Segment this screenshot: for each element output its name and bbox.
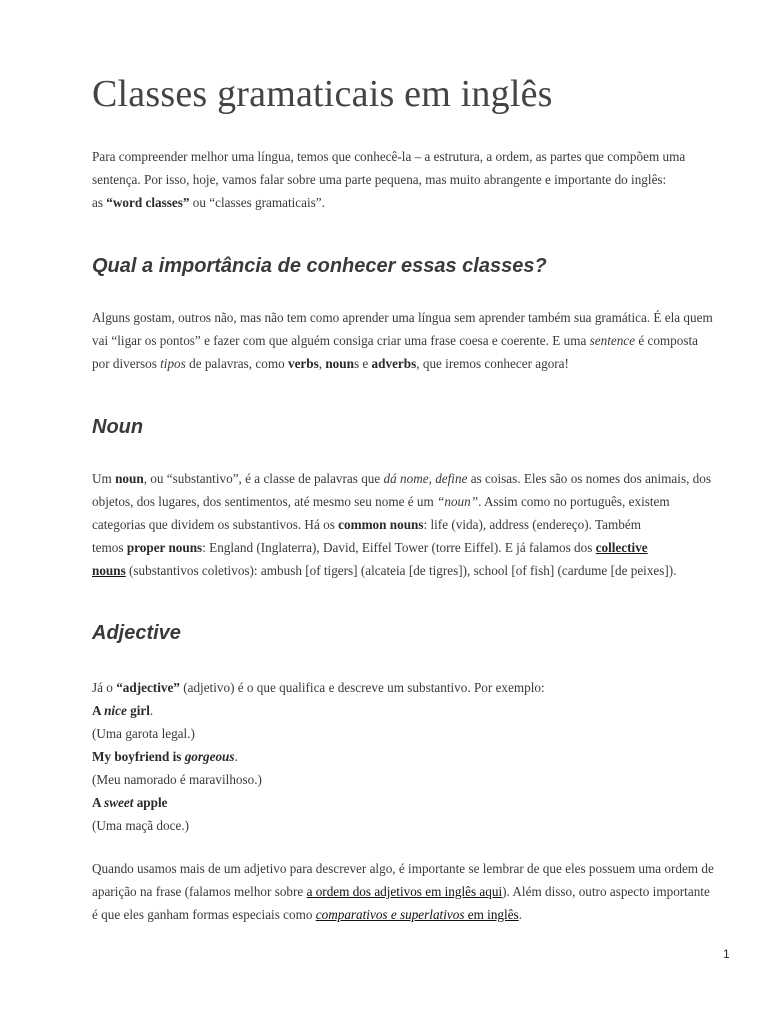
italic-text: dá nome, define — [383, 471, 468, 486]
italic-text: tipos — [160, 356, 186, 371]
paragraph-line — [92, 676, 732, 699]
bold-text: noun — [325, 356, 354, 371]
example-line — [92, 745, 732, 768]
bold-text: adverbs — [371, 356, 417, 371]
text: de palavras, como — [185, 356, 288, 371]
text: Quando usamos mais de um adjetivo para descrever algo, é importante se lembrar de que eles possuem uma ordem de — [92, 861, 714, 876]
bold-text: “adjective” — [116, 680, 180, 695]
text: . — [518, 907, 522, 922]
italic-text: gorgeous — [184, 749, 235, 764]
text: A — [92, 795, 105, 810]
text: (adjetivo) é o que qualifica e descreve um substantivo. Por exemplo: — [179, 680, 545, 695]
example-sentence — [92, 795, 167, 810]
italic-text: sentence — [589, 333, 636, 348]
text: . Assim como no português, existem — [478, 494, 670, 509]
noun-paragraph — [92, 467, 732, 582]
text: temos — [92, 540, 127, 555]
paragraph-line — [92, 880, 732, 903]
bold-text: common nouns — [338, 517, 424, 532]
text: My boyfriend is — [92, 749, 185, 764]
paragraph-line — [92, 306, 732, 329]
text: , — [318, 356, 326, 371]
translation-line — [92, 814, 732, 837]
text: em inglês — [464, 907, 519, 922]
translation-line — [92, 722, 732, 745]
intro-line — [92, 168, 732, 191]
page-number: 1 — [723, 947, 730, 961]
importance-paragraph — [92, 306, 732, 375]
collective-nouns-link[interactable] — [92, 563, 126, 578]
paragraph-line — [92, 490, 732, 513]
paragraph-line — [92, 903, 732, 926]
intro-paragraph — [92, 145, 732, 214]
text: girl — [126, 703, 150, 718]
paragraph-line — [92, 329, 732, 352]
text: sentença. Por isso, hoje, vamos falar sobre uma parte pequena, mas muito abrangente e importante do inglês: — [92, 172, 667, 187]
text: apple — [133, 795, 168, 810]
page-title: Classes gramaticais em inglês — [92, 73, 553, 115]
italic-text: nice — [104, 703, 127, 718]
text: . — [234, 749, 238, 764]
text: Alguns gostam, outros não, mas não tem como aprender uma língua sem aprender também sua gramática. É ela quem — [92, 310, 713, 325]
text: categorias que dividem os substantivos. Há os — [92, 517, 339, 532]
translation-line — [92, 768, 732, 791]
text: Um — [92, 471, 116, 486]
text: as — [92, 195, 107, 210]
intro-line — [92, 191, 732, 214]
link-text: collective — [595, 540, 648, 555]
text: . — [149, 703, 154, 718]
text: Já o — [92, 680, 117, 695]
adjective-order-paragraph — [92, 857, 732, 926]
text: : England (Inglaterra), David, Eiffel Tower (torre Eiffel). E já falamos dos — [202, 540, 596, 555]
text: : life (vida), address (endereço). Também — [423, 517, 641, 532]
text: (Uma garota legal.) — [92, 726, 195, 741]
italic-text: comparativos e superlativos — [315, 907, 465, 922]
link-text: nouns — [92, 563, 126, 578]
intro-line — [92, 145, 732, 168]
section-heading-adjective: Adjective — [92, 622, 181, 644]
text: vai “ligar os pontos” e fazer com que alguém consiga criar uma frase coesa e coerente. E uma — [92, 333, 590, 348]
text: (Meu namorado é maravilhoso.) — [92, 772, 262, 787]
example-sentence — [92, 703, 150, 718]
text: (substantivos coletivos): ambush [of tigers] (alcateia [de tigres]), school [of fish] (cardume [de peixes]). — [125, 563, 677, 578]
text: , que iremos conhecer agora! — [416, 356, 569, 371]
paragraph-line — [92, 536, 732, 559]
text: (Uma maçã doce.) — [92, 818, 190, 833]
paragraph-line — [92, 352, 732, 375]
italic-text: “noun” — [437, 494, 479, 509]
adjective-paragraph — [92, 676, 732, 837]
text: Para compreender melhor uma língua, temos que conhecê-la – a estrutura, a ordem, as partes que compõem uma — [92, 149, 686, 164]
comparatives-superlatives-link[interactable] — [316, 907, 519, 922]
italic-text: sweet — [104, 795, 134, 810]
section-heading-noun: Noun — [92, 416, 144, 438]
example-line — [92, 791, 732, 814]
bold-text: proper nouns — [126, 540, 203, 555]
text: é composta — [635, 333, 699, 348]
adjective-order-link[interactable]: a ordem dos adjetivos em inglês aqui — [306, 884, 503, 899]
bold-text: “word classes” — [106, 195, 190, 210]
text: s e — [353, 356, 372, 371]
text: é que eles ganham formas especiais como — [92, 907, 316, 922]
text: as coisas. Eles são os nomes dos animais, dos — [467, 471, 711, 486]
paragraph-line — [92, 857, 732, 880]
text: aparição na frase (falamos melhor sobre — [92, 884, 307, 899]
paragraph-line — [92, 559, 732, 582]
collective-nouns-link[interactable] — [596, 540, 648, 555]
text: ou “classes gramaticais”. — [189, 195, 325, 210]
paragraph-line — [92, 467, 732, 490]
text: ). Além disso, outro aspecto importante — [502, 884, 710, 899]
example-sentence — [92, 749, 235, 764]
text: , ou “substantivo”, é a classe de palavras que — [143, 471, 384, 486]
example-line — [92, 699, 732, 722]
text: por diversos — [92, 356, 161, 371]
text: A — [92, 703, 105, 718]
section-heading-importance: Qual a importância de conhecer essas classes? — [92, 255, 547, 277]
paragraph-line — [92, 513, 732, 536]
bold-text: noun — [115, 471, 144, 486]
text: objetos, dos lugares, dos sentimentos, até mesmo seu nome é um — [92, 494, 438, 509]
bold-text: verbs — [287, 356, 319, 371]
